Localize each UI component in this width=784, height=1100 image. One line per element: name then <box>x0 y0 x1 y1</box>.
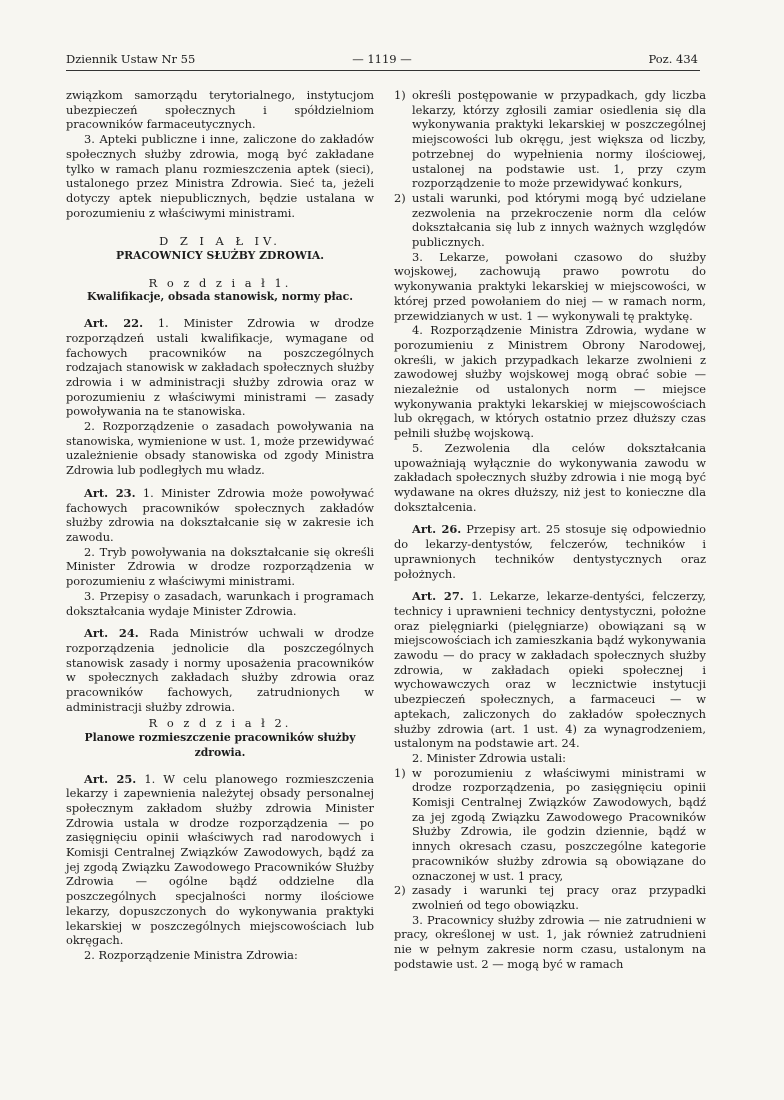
article-label: Art. 22. <box>84 316 144 331</box>
journal-title: Dziennik Ustaw Nr 55 <box>66 52 196 66</box>
division-title: PRACOWNICY SŁUŻBY ZDROWIA. <box>115 249 325 263</box>
chapter-heading: R o z d z i a ł 1. <box>148 275 292 290</box>
list-number: 2) <box>394 883 406 898</box>
header-rule <box>66 70 700 71</box>
article-24 <box>66 626 374 714</box>
list-item <box>394 191 706 250</box>
list-text: zasady i warunki tej pracy oraz przypadki zwolnień od tego obowiązku. <box>412 883 706 912</box>
position-number: Poz. 434 <box>648 52 698 66</box>
paragraph: 3. Lekarze, powołani czasowo do służby wojskowej, zachowują prawo powrotu do wykonywania praktyki lekarskiej w miejscowości, w której przed powołaniem do niej — w ramach norm, przewidzianych w ust. 1 — wykonywali tę praktykę. <box>394 249 706 323</box>
article-text: 1. Minister Zdrowia w drodze rozporządzeń ustali kwalifikacje, wymagane od fachowych pracowników na poszczególnych rodzajach stanowisk w zakładach społecznych służby zdrowia i w administracji służby zdrowia oraz w porozumieniu z właściwymi ministrami — zasady powoływania na te stanowiska. <box>66 316 375 419</box>
list-number: 1) <box>394 765 406 780</box>
article-26 <box>394 522 706 581</box>
left-column <box>66 88 374 963</box>
article-text: 1. Minister Zdrowia może powoływać fachowych pracowników społecznych zakładów służby zdrowia na dokształcanie się w zakresie ich zawodu. <box>66 485 374 544</box>
paragraph: 5. Zezwolenia dla celów dokształcania upoważniają wyłącznie do wykonywania zawodu w zakładach społecznych służby zdrowia i nie mogą być wydawane na okres dłuższy, niż jest to konieczne dla dokształcenia. <box>394 440 706 514</box>
paragraph: 2. Rozporządzenie Ministra Zdrowia: <box>84 947 298 962</box>
list-item <box>394 88 706 191</box>
article-22 <box>66 316 374 419</box>
article-25 <box>66 772 374 948</box>
article-label: Art. 27. <box>412 589 464 604</box>
paragraph: 4. Rozporządzenie Ministra Zdrowia, wydane w porozumieniu z Ministrem Obrony Narodowej, określi, w jakich przypadkach lekarze zwolnieni z zawodowej służby wojskowej mogą obrać sobie — niezależnie od ustalonych norm — miejsce wykonywania praktyki lekarskiej w miejscowościach lub okręgach, w których ostatnio przez dłuższy czas pełnili służbę wojskową. <box>394 323 706 441</box>
right-column <box>394 88 706 971</box>
list-item <box>394 883 706 912</box>
article-text: Rada Ministrów uchwali w drodze rozporządzenia jednolicie dla poszczególnych stanowisk zasady i normy uposażenia pracowników w społecznych zakładach służby zdrowia oraz pracowników fachowych, zatrudnionych w administracji służby zdrowia. <box>66 626 374 714</box>
article-23 <box>66 486 374 545</box>
paragraph: 3. Pracownicy służby zdrowia — nie zatrudnieni w pracy, określonej w ust. 1, jak również zatrudnieni nie w pełnym zakresie norm czasu, ustalonym na podstawie ust. 2 — mogą być w ramach <box>394 912 706 971</box>
division-heading: D Z I A Ł IV. <box>159 234 281 249</box>
paragraph: 2. Tryb powoływania na dokształcanie się określi Minister Zdrowia w drodze rozporządzenia w porozumieniu z właściwymi ministrami. <box>66 544 374 589</box>
list-text: ustali warunki, pod którymi mogą być udzielane zezwolenia na przekroczenie norm dla celów dokształcania się lub z innych ważnych względów publicznych. <box>412 190 706 250</box>
article-text: Przepisy art. 25 stosuje się odpowiednio do lekarzy-dentystów, felczerów, techników i uprawnionych techników dentystycznych oraz położnych. <box>394 522 706 581</box>
chapter-title: Kwalifikacje, obsada stanowisk, normy płac. <box>86 290 353 304</box>
list-number: 2) <box>394 190 406 205</box>
article-label: Art. 24. <box>84 626 139 641</box>
list-item <box>394 766 706 884</box>
paragraph: 3. Przepisy o zasadach, warunkach i programach dokształcania wydaje Minister Zdrowia. <box>66 588 374 618</box>
chapter-title: Planowe rozmieszczenie pracowników służby zdrowia. <box>84 731 356 759</box>
list-text: w porozumieniu z właściwymi ministrami w drodze rozporządzenia, po zasięgnięciu opinii Komisji Centralnej Związków Zawodowych, bądź za jej zgodą Związku Zawodowego Pracowników Służby Zdrowia, ile godzin dziennie, bądź w innych okresach czasu, poszczególne kategorie pracowników służby zdrowia są obowiązane do oznaczonej w ust. 1 pracy, <box>412 765 706 883</box>
article-label: Art. 25. <box>84 771 137 786</box>
paragraph: związkom samorządu terytorialnego, instytucjom ubezpieczeń społecznych i spółdzielniom pracowników farmaceutycznych. <box>66 88 374 132</box>
paragraph: 2. Minister Zdrowia ustali: <box>412 750 566 765</box>
article-label: Art. 23. <box>84 485 136 500</box>
page-number: — 1119 — <box>352 52 412 66</box>
list-text: określi postępowanie w przypadkach, gdy liczba lekarzy, którzy zgłosili zamiar osiedlenia się dla wykonywania praktyki lekarskiej w poszczególnej miejscowości lub okręgu, jest większa od liczby, potrzebnej do wypełnienia normy ilościowej, ustalonej na podstawie ust. 1, przy czym rozporządzenie to może przewidywać konkurs, <box>412 88 706 191</box>
paragraph: 3. Apteki publiczne i inne, zaliczone do zakładów społecznych służby zdrowia, mogą być zakładane tylko w ramach planu rozmieszczenia aptek (sieci), ustalonego przez Ministra Zdrowia. Sieć ta, jeżeli dotyczy aptek niepublicznych, będzie ustalana w porozumieniu z właściwymi ministrami. <box>66 132 374 220</box>
article-text: 1. Lekarze, lekarze-dentyści, felczerzy, technicy i uprawnieni technicy dentystyczni, położne oraz pielęgniarki (pielęgniarze) obowiązani są w miejscowościach ich zamieszkania bądź wykonywania zawodu — do pracy w zakładach społecznych służby zdrowia, w zakładach opieki społecznej i wychowawczych oraz w lecznictwie instytucji ubezpieczeń społecznych, a farmaceuci — w aptekach, zaliczonych do zakładów społecznych służby zdrowia (art. 1 ust. 4) za wynagrodzeniem, ustalonym na podstawie art. 24. <box>394 589 706 751</box>
chapter-heading: R o z d z i a ł 2. <box>148 716 292 731</box>
article-text: 1. W celu planowego rozmieszczenia lekarzy i zapewnienia należytej obsady personalnej społecznym zakładom służby zdrowia Minister Zdrowia ustala w drodze rozporządzenia — po zasięgnięciu opinii właściwych rad narodowych i Komisji Centralnej Związków Zawodowych, bądź za jej zgodą Związku Zawodowego Pracowników Służby Zdrowia — ogólne bądź oddzielne dla poszczególnych specjalności normy ilościowe lekarzy, dopuszczonych do wykonywania praktyki lekarskiej w poszczególnych miejscowościach lub okręgach. <box>66 771 374 948</box>
paragraph: 2. Rozporządzenie o zasadach powoływania na stanowiska, wymienione w ust. 1, może przewidywać uzależnienie obsady stanowiska od zgody Ministra Zdrowia lub podległych mu władz. <box>66 419 374 478</box>
article-27 <box>394 589 706 751</box>
page-header <box>66 52 698 68</box>
list-number: 1) <box>394 88 406 102</box>
article-label: Art. 26. <box>412 522 462 537</box>
